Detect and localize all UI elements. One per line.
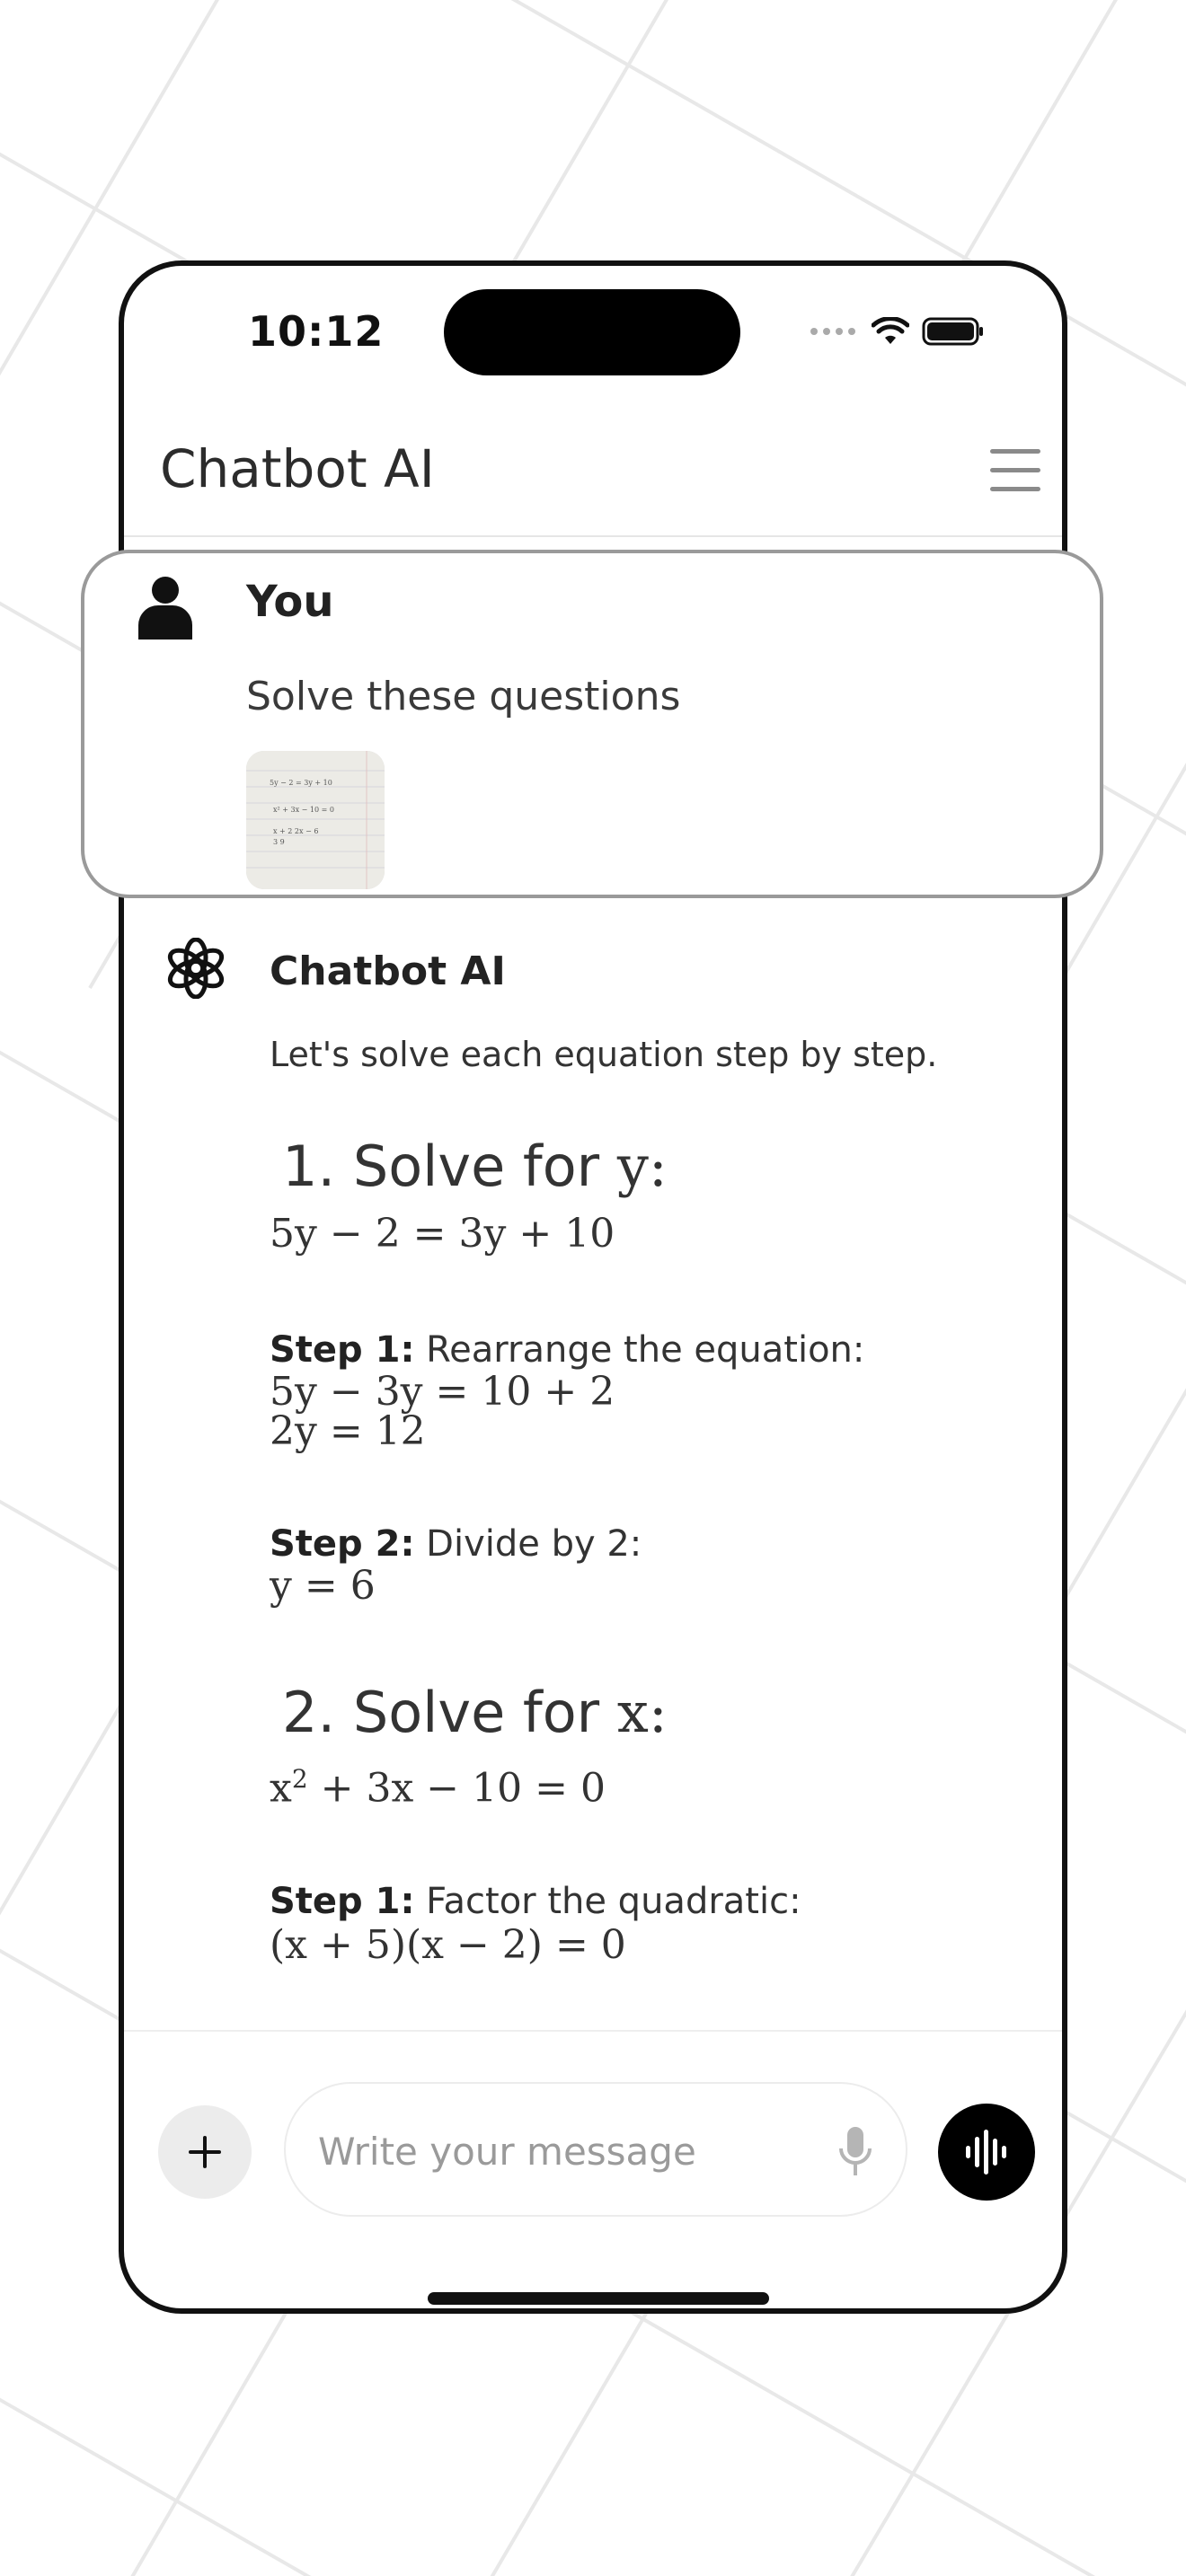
step-math: 2y = 12 [270, 1408, 426, 1454]
hamburger-menu-icon[interactable] [988, 446, 1042, 496]
app-title: Chatbot AI [160, 438, 435, 499]
equation-rest: + 3x − 10 = 0 [307, 1765, 606, 1812]
image-attachment-thumbnail[interactable] [246, 751, 385, 889]
problem-heading [282, 1134, 668, 1199]
equation-base: x [270, 1765, 292, 1812]
dynamic-island [444, 289, 740, 375]
add-attachment-button[interactable] [158, 2105, 252, 2199]
problem-variable: x: [616, 1680, 668, 1745]
step-text: Factor the quadratic: [414, 1881, 801, 1922]
voice-mode-button[interactable] [938, 2104, 1035, 2201]
assistant-intro: Let's solve each equation step by step. [270, 1035, 938, 1074]
step-instruction [270, 1523, 642, 1565]
step-label: Step 2: [270, 1523, 415, 1565]
attachment-line: x + 2 2x − 6 [273, 827, 319, 835]
step-text: Rearrange the equation: [414, 1329, 865, 1371]
problem-heading [282, 1680, 668, 1745]
status-time: 10:12 [248, 307, 385, 356]
problem-variable: y: [616, 1134, 668, 1199]
waveform-icon [962, 2128, 1011, 2176]
attachment-line: 5y − 2 = 3y + 10 [270, 779, 332, 787]
battery-icon [922, 316, 985, 347]
equation-exponent: 2 [291, 1764, 308, 1794]
step-label: Step 1: [270, 1329, 415, 1371]
header-divider [124, 535, 1062, 537]
problem-equation [270, 1764, 606, 1812]
user-message-text: Solve these questions [246, 674, 681, 719]
message-field[interactable] [284, 2082, 907, 2217]
signal-icon [810, 328, 855, 335]
chatbot-logo-icon [165, 938, 226, 999]
step-math: 5y − 3y = 10 + 2 [270, 1369, 615, 1415]
step-instruction [270, 1881, 801, 1922]
message-input[interactable] [316, 2116, 823, 2186]
status-icons [810, 316, 985, 347]
wifi-icon [872, 317, 909, 346]
plus-icon [187, 2134, 223, 2170]
user-message-card [81, 550, 1103, 898]
problem-heading-text: 2. Solve for [282, 1680, 600, 1745]
home-indicator[interactable] [428, 2292, 769, 2305]
step-text: Divide by 2: [414, 1523, 642, 1565]
attachment-line: 3 9 [273, 838, 285, 846]
handwritten-equations-image [246, 751, 385, 889]
microphone-icon[interactable] [837, 2125, 873, 2179]
step-label: Step 1: [270, 1881, 415, 1922]
problem-heading-text: 1. Solve for [282, 1134, 600, 1199]
attachment-line: x² + 3x − 10 = 0 [273, 806, 334, 814]
user-avatar-icon [137, 575, 194, 640]
assistant-name: Chatbot AI [270, 948, 506, 994]
step-math: y = 6 [270, 1563, 376, 1609]
user-name: You [246, 577, 334, 627]
problem-equation: 5y − 2 = 3y + 10 [270, 1211, 615, 1257]
composer-divider [124, 2030, 1062, 2032]
step-math: (x + 5)(x − 2) = 0 [270, 1922, 626, 1968]
step-instruction [270, 1329, 864, 1371]
